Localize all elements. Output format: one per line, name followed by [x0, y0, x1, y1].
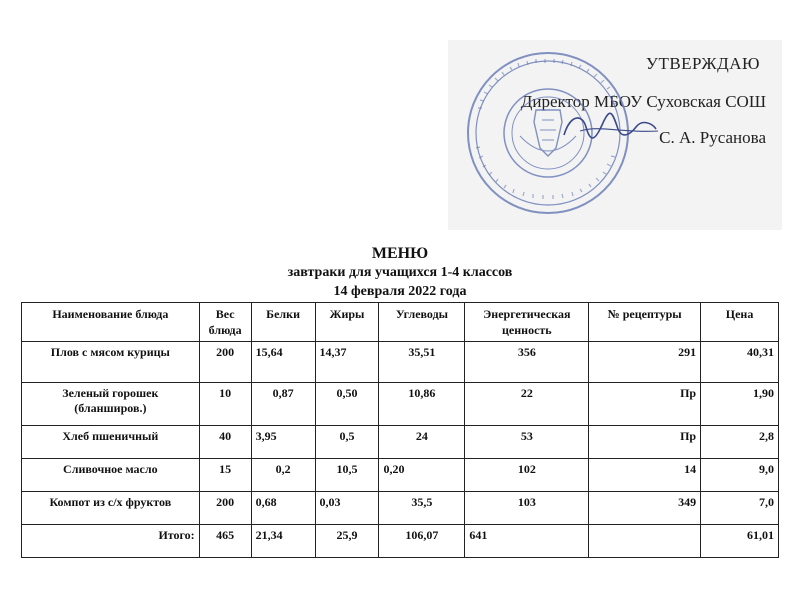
dish-recipe: 291 [589, 342, 701, 383]
dish-name: Зеленый горошек (бланширов.) [22, 383, 200, 426]
header-name: Наименование блюда [22, 303, 200, 342]
total-weight: 465 [199, 525, 251, 558]
header-weight: Вес блюда [199, 303, 251, 342]
dish-protein: 0,87 [251, 383, 315, 426]
table-row [22, 492, 779, 525]
dish-carbs: 35,5 [379, 492, 465, 525]
dish-fat: 14,37 [315, 342, 379, 383]
dish-fat: 0,5 [315, 426, 379, 459]
menu-title: МЕНЮ [371, 245, 429, 262]
dish-recipe: Пр [589, 383, 701, 426]
dish-protein: 15,64 [251, 342, 315, 383]
approver-position: Директор МБОУ Суховская СОШ [520, 92, 766, 111]
total-recipe [589, 525, 701, 558]
dish-weight: 10 [199, 383, 251, 426]
dish-name: Сливочное масло [22, 459, 200, 492]
dish-recipe: 349 [589, 492, 701, 525]
header-energy: Энергетическая ценность [465, 303, 589, 342]
menu-table [21, 302, 779, 558]
dish-carbs: 0,20 [379, 459, 465, 492]
dish-recipe: Пр [589, 426, 701, 459]
dish-fat: 0,50 [315, 383, 379, 426]
dish-price: 7,0 [701, 492, 779, 525]
signature [560, 105, 660, 150]
dish-price: 2,8 [701, 426, 779, 459]
dish-protein: 0,2 [251, 459, 315, 492]
approver-name: С. А. Русанова [659, 128, 766, 147]
dish-name: Компот из с/х фруктов [22, 492, 200, 525]
menu-subtitle: завтраки для учащихся 1-4 классов [287, 265, 513, 280]
table-total-row [22, 525, 779, 558]
table-row [22, 342, 779, 383]
dish-weight: 15 [199, 459, 251, 492]
total-energy: 641 [465, 525, 589, 558]
dish-recipe: 14 [589, 459, 701, 492]
dish-energy: 102 [465, 459, 589, 492]
dish-price: 40,31 [701, 342, 779, 383]
total-label: Итого: [22, 525, 200, 558]
total-protein: 21,34 [251, 525, 315, 558]
table-header-row [22, 303, 779, 342]
dish-name: Хлеб пшеничный [22, 426, 200, 459]
dish-energy: 356 [465, 342, 589, 383]
table-row [22, 426, 779, 459]
dish-carbs: 35,51 [379, 342, 465, 383]
header-price: Цена [701, 303, 779, 342]
dish-fat: 10,5 [315, 459, 379, 492]
dish-fat: 0,03 [315, 492, 379, 525]
dish-energy: 103 [465, 492, 589, 525]
dish-weight: 200 [199, 492, 251, 525]
header-carbs: Углеводы [379, 303, 465, 342]
dish-weight: 200 [199, 342, 251, 383]
header-recipe: № рецептуры [589, 303, 701, 342]
dish-carbs: 24 [379, 426, 465, 459]
dish-protein: 0,68 [251, 492, 315, 525]
dish-energy: 53 [465, 426, 589, 459]
header-fat: Жиры [315, 303, 379, 342]
header-protein: Белки [251, 303, 315, 342]
approve-heading: УТВЕРЖДАЮ [645, 54, 760, 73]
dish-weight: 40 [199, 426, 251, 459]
dish-price: 9,0 [701, 459, 779, 492]
dish-price: 1,90 [701, 383, 779, 426]
table-row [22, 383, 779, 426]
dish-name: Плов с мясом курицы [22, 342, 200, 383]
dish-carbs: 10,86 [379, 383, 465, 426]
total-price: 61,01 [701, 525, 779, 558]
total-fat: 25,9 [315, 525, 379, 558]
dish-protein: 3,95 [251, 426, 315, 459]
table-row [22, 459, 779, 492]
total-carbs: 106,07 [379, 525, 465, 558]
menu-date: 14 февраля 2022 года [333, 284, 467, 299]
dish-energy: 22 [465, 383, 589, 426]
